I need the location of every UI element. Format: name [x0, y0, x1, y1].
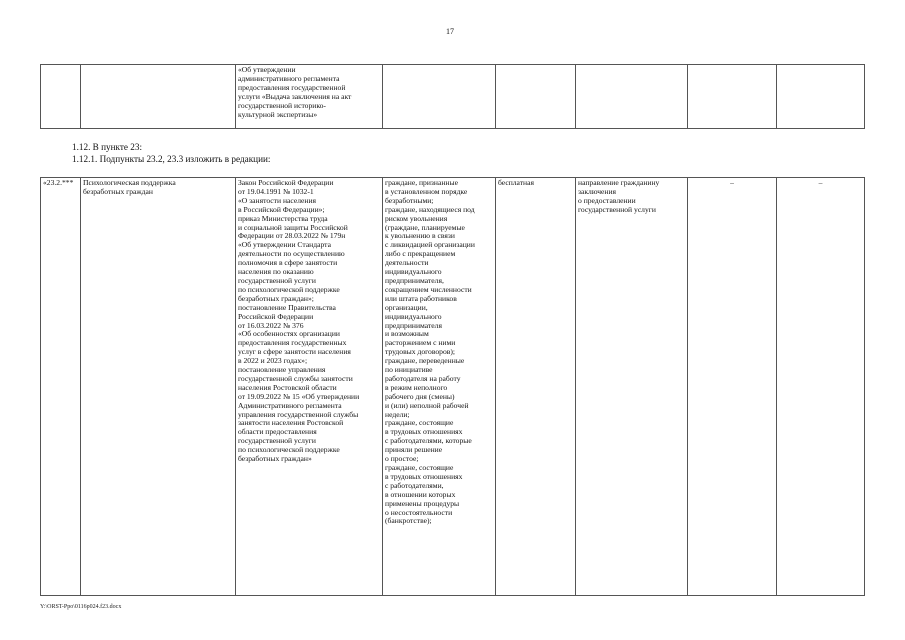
text-line: о простое; [385, 454, 419, 464]
text-line: сокращением численности [385, 284, 472, 294]
text-line: населения по оказанию [238, 267, 314, 277]
text-line: деятельности [385, 258, 429, 268]
text-line: безработных граждан» [238, 454, 312, 464]
text-line: от 19.09.2022 № 15 «Об утверждении [238, 391, 360, 401]
text-line: к увольнению в связи [385, 231, 455, 241]
cell-extra-1: – [688, 178, 777, 596]
text-line: от 19.04.1991 № 1032-1 [238, 186, 314, 196]
text-line: либо с прекращением [385, 249, 456, 259]
text-line: граждане, состоящие [385, 418, 454, 428]
text-line: граждане, находящиеся под [385, 204, 475, 214]
text-line: культурной экспертизы» [238, 109, 318, 119]
cell-extra-2 [777, 65, 865, 129]
cell-extra-1 [688, 65, 777, 129]
table-continuation [40, 64, 865, 129]
text-line: предоставления государственных [238, 338, 347, 348]
text-line: расторжением с ними [385, 338, 456, 348]
text-line: государственной историко- [238, 100, 326, 110]
cell-payment: бесплатная [496, 178, 576, 596]
cell-recipients [383, 65, 496, 129]
paragraph-1-12-1: 1.12.1. Подпункты 23.2, 23.3 изложить в редакции: [72, 154, 271, 164]
text-line: государственной службы занятости [238, 373, 353, 383]
text-line: от 16.03.2022 № 376 [238, 320, 304, 330]
table-row [41, 65, 865, 129]
text-line: предпринимателя [385, 320, 442, 330]
cell-extra-2: – [777, 178, 865, 596]
cell-legal-basis [236, 65, 383, 129]
text-line: «О занятости населения [238, 195, 317, 205]
text-line: применены процедуры [385, 498, 460, 508]
text-line: безработных граждан»; [238, 293, 314, 303]
text-line: постановление управления [238, 365, 326, 375]
text-line: недели; [385, 409, 410, 419]
text-line: граждане, признанные [385, 178, 458, 187]
text-line: предоставления государственной [238, 82, 346, 92]
text-line: направление гражданину [578, 178, 660, 187]
cell-result [576, 178, 688, 596]
text-line: в отношении которых [385, 489, 456, 499]
text-line: «Об особенностях организации [238, 329, 340, 339]
text-line: полномочия в сфере занятости [238, 258, 338, 268]
text-line: предпринимателя, [385, 275, 444, 285]
text-line: населения Ростовской области [238, 382, 337, 392]
text-line: государственной услуги [238, 436, 316, 446]
text-line: деятельности по осуществлению [238, 249, 345, 259]
text-line: Закон Российской Федерации [238, 178, 334, 187]
legal-basis-text [238, 179, 380, 464]
legal-basis-text [238, 66, 380, 119]
page-number: 17 [446, 27, 454, 36]
text-line: в трудовых отношениях [385, 471, 463, 481]
text-line: услуги «Выдача заключения на акт [238, 91, 352, 101]
text-line: в режим неполного [385, 382, 448, 392]
text-line: с работодателями, [385, 480, 444, 490]
text-line: Психологическая поддержка [83, 178, 176, 187]
table-row [41, 178, 865, 596]
text-line: рабочего дня (смены) [385, 391, 455, 401]
text-line: государственной услуги [238, 275, 316, 285]
cell-legal-basis [236, 178, 383, 596]
text-line: индивидуального [385, 267, 442, 277]
file-path-footer: Y:\ORST-Ppo\0116p024.f23.docx [40, 604, 122, 610]
text-line: постановление Правительства [238, 302, 336, 312]
cell-result [576, 65, 688, 129]
text-line: по психологической поддержке [238, 445, 340, 455]
cell-recipients [383, 178, 496, 596]
cell-service-name [81, 65, 236, 129]
text-line: трудовых договоров); [385, 347, 456, 357]
text-line: граждане, переведенные [385, 356, 465, 366]
text-line: приняли решение [385, 445, 443, 455]
text-line: государственной услуги [578, 204, 656, 214]
cell-payment [496, 65, 576, 129]
text-line: области предоставления [238, 427, 317, 437]
text-line: о несостоятельности [385, 507, 453, 517]
text-line: Федерации от 28.03.2022 № 179н [238, 231, 346, 241]
text-line: граждане, состоящие [385, 463, 454, 472]
text-line: в 2022 и 2023 годах»; [238, 356, 308, 366]
text-line: (граждане, планируемые [385, 222, 465, 232]
text-line: заключения [578, 186, 617, 196]
service-name-text [83, 179, 233, 197]
text-line: и (или) неполной рабочей [385, 400, 469, 410]
text-line: работодателя на работу [385, 373, 461, 383]
text-line: риском увольнения [385, 213, 448, 223]
text-line: безработных граждан [83, 186, 153, 196]
text-line: услуг в сфере занятости населения [238, 347, 351, 357]
text-line: в Российской Федерации»; [238, 204, 325, 214]
text-line: занятости населения Ростовской [238, 418, 344, 428]
cell-service-name [81, 178, 236, 596]
text-line: организации, [385, 302, 428, 312]
paragraph-1-12: 1.12. В пункте 23: [72, 142, 142, 152]
text-line: «Об утверждении Стандарта [238, 240, 331, 250]
result-text [578, 179, 685, 215]
text-line: или штата работников [385, 293, 457, 303]
text-line: приказ Министерства труда [238, 213, 328, 223]
text-line: управления государственной службы [238, 409, 359, 419]
text-line: в трудовых отношениях [385, 427, 463, 437]
recipients-text [385, 179, 493, 526]
text-line: (банкротстве); [385, 516, 432, 526]
text-line: Российской Федерации [238, 311, 314, 321]
cell-number [41, 65, 81, 129]
text-line: «Об утверждении [238, 65, 296, 74]
cell-number: «23.2.*** [41, 178, 81, 596]
text-line: административного регламента [238, 73, 340, 83]
text-line: и возможным [385, 329, 429, 339]
text-line: с ликвидацией организации [385, 240, 475, 250]
text-line: в установленном порядке [385, 186, 468, 196]
text-line: и социальной защиты Российской [238, 222, 348, 232]
text-line: Административного регламента [238, 400, 342, 410]
text-line: индивидуального [385, 311, 442, 321]
text-line: по инициативе [385, 365, 433, 375]
text-line: по психологической поддержке [238, 284, 340, 294]
text-line: с работодателями, которые [385, 436, 472, 446]
table-services [40, 177, 865, 596]
text-line: безработными; [385, 195, 434, 205]
text-line: о предоставлении [578, 195, 636, 205]
